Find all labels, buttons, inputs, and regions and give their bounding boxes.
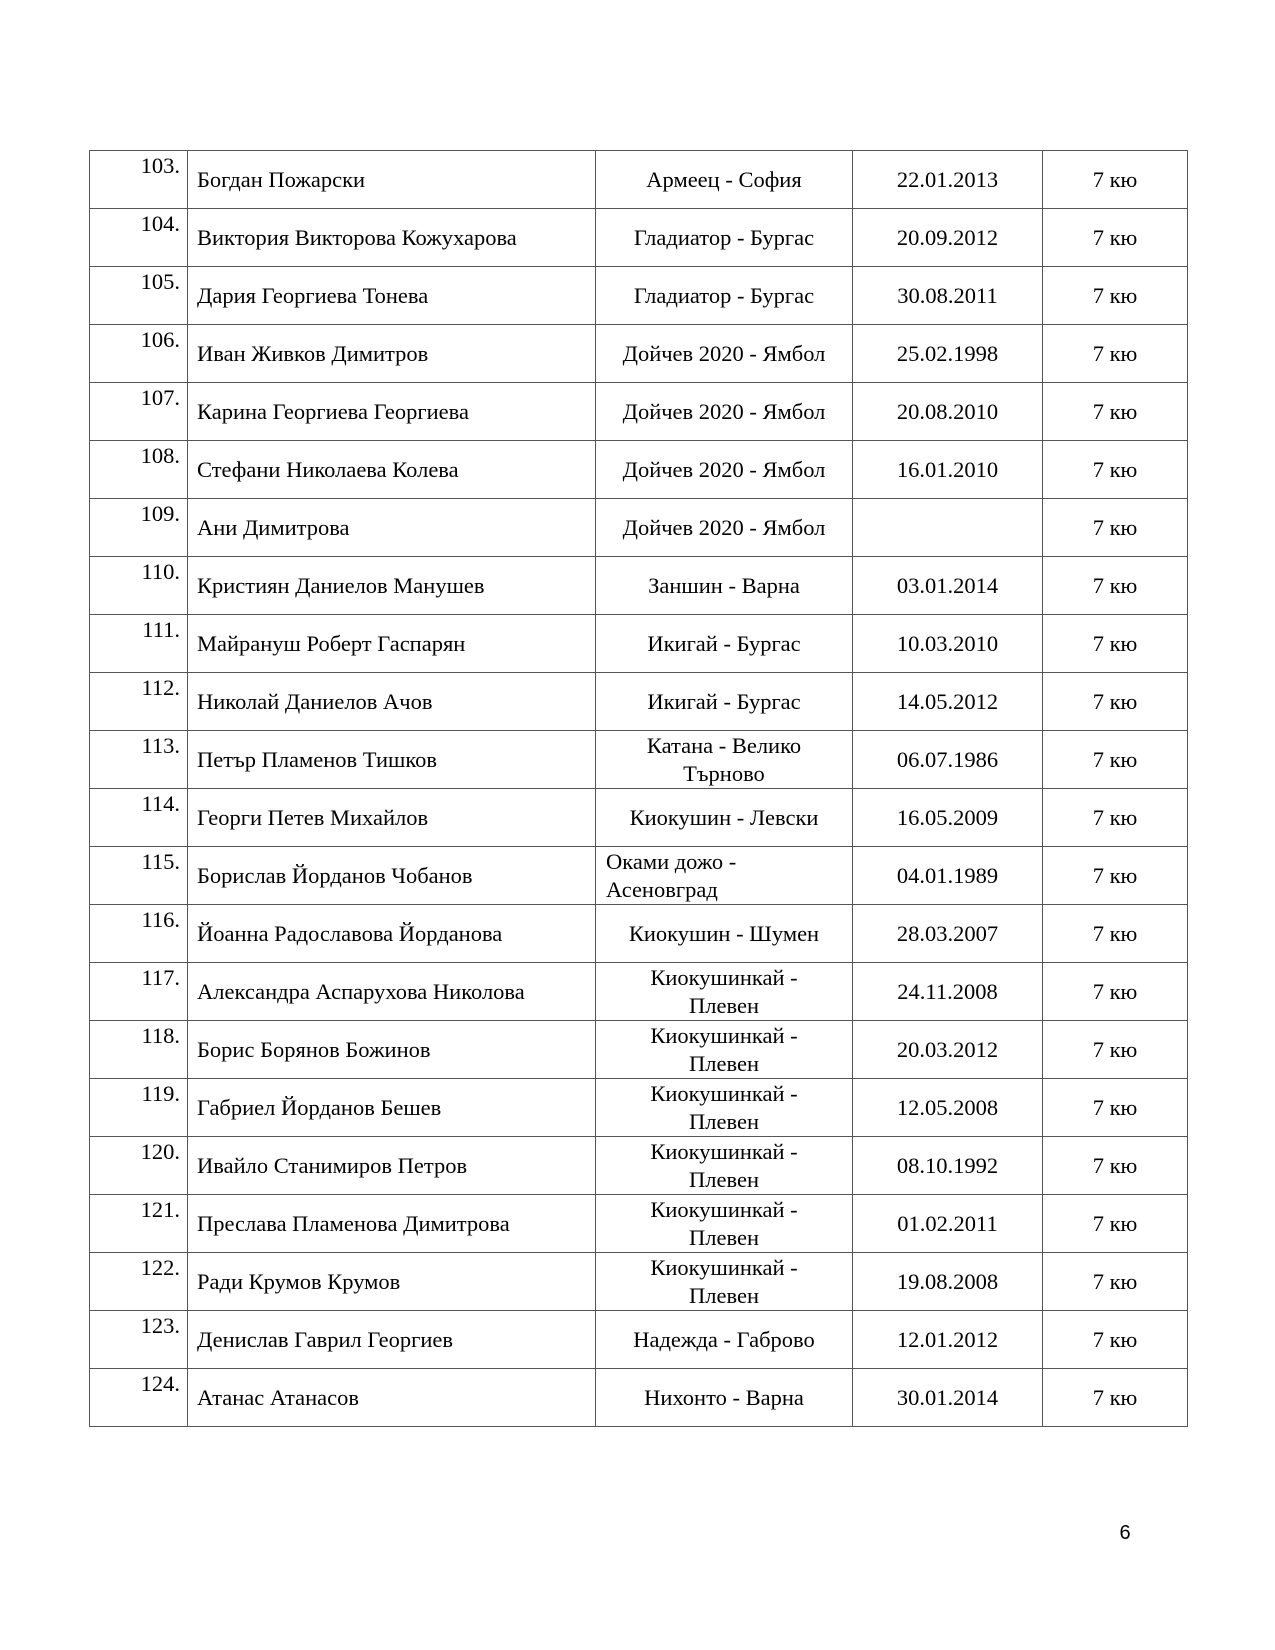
athlete-name-cell: Николай Даниелов Ачов bbox=[188, 673, 596, 731]
athlete-name-cell: Майрануш Роберт Гаспарян bbox=[188, 615, 596, 673]
birth-date-cell: 08.10.1992 bbox=[853, 1137, 1043, 1195]
club-cell bbox=[596, 1369, 853, 1427]
row-number-cell: 110. bbox=[90, 557, 188, 615]
row-number-cell: 108. bbox=[90, 441, 188, 499]
row-number-cell: 103. bbox=[90, 151, 188, 209]
club-line: Армеец - София bbox=[646, 166, 802, 192]
athlete-name-cell: Георги Петев Михайлов bbox=[188, 789, 596, 847]
birth-date-cell: 14.05.2012 bbox=[853, 673, 1043, 731]
rank-cell: 7 кю bbox=[1043, 673, 1188, 731]
row-number-cell: 106. bbox=[90, 325, 188, 383]
athlete-name-cell: Александра Аспарухова Николова bbox=[188, 963, 596, 1021]
row-number-cell: 114. bbox=[90, 789, 188, 847]
club-cell bbox=[596, 1079, 853, 1137]
table-row bbox=[90, 325, 1188, 383]
table-row bbox=[90, 615, 1188, 673]
club-cell bbox=[596, 1253, 853, 1311]
row-number-cell: 105. bbox=[90, 267, 188, 325]
rank-cell: 7 кю bbox=[1043, 1137, 1188, 1195]
club-line: Киокушинкай - bbox=[650, 964, 798, 990]
rank-cell: 7 кю bbox=[1043, 267, 1188, 325]
rank-cell: 7 кю bbox=[1043, 151, 1188, 209]
table-row bbox=[90, 441, 1188, 499]
birth-date-cell: 04.01.1989 bbox=[853, 847, 1043, 905]
table-row bbox=[90, 789, 1188, 847]
rank-cell: 7 кю bbox=[1043, 1021, 1188, 1079]
table-row bbox=[90, 151, 1188, 209]
club-cell bbox=[596, 615, 853, 673]
rank-cell: 7 кю bbox=[1043, 441, 1188, 499]
table-row bbox=[90, 1079, 1188, 1137]
table-row bbox=[90, 847, 1188, 905]
rank-cell: 7 кю bbox=[1043, 499, 1188, 557]
birth-date-cell: 16.01.2010 bbox=[853, 441, 1043, 499]
row-number-cell: 122. bbox=[90, 1253, 188, 1311]
athlete-name-cell: Йоанна Радославова Йорданова bbox=[188, 905, 596, 963]
row-number-cell: 118. bbox=[90, 1021, 188, 1079]
club-cell bbox=[596, 1311, 853, 1369]
table-row bbox=[90, 1021, 1188, 1079]
club-cell bbox=[596, 905, 853, 963]
club-line: Плевен bbox=[689, 1166, 759, 1192]
table-row bbox=[90, 1253, 1188, 1311]
rank-cell: 7 кю bbox=[1043, 963, 1188, 1021]
athlete-name-cell: Богдан Пожарски bbox=[188, 151, 596, 209]
rank-cell: 7 кю bbox=[1043, 1079, 1188, 1137]
birth-date-cell: 10.03.2010 bbox=[853, 615, 1043, 673]
club-cell bbox=[596, 499, 853, 557]
rank-cell: 7 кю bbox=[1043, 1253, 1188, 1311]
club-line: Икигай - Бургас bbox=[647, 630, 801, 656]
page-number: 6 bbox=[1119, 1522, 1131, 1544]
birth-date-cell: 28.03.2007 bbox=[853, 905, 1043, 963]
row-number-cell: 104. bbox=[90, 209, 188, 267]
athlete-name-cell: Карина Георгиева Георгиева bbox=[188, 383, 596, 441]
rank-cell: 7 кю bbox=[1043, 383, 1188, 441]
table-row bbox=[90, 905, 1188, 963]
table-row bbox=[90, 673, 1188, 731]
club-cell bbox=[596, 1021, 853, 1079]
table-row bbox=[90, 267, 1188, 325]
athlete-name-cell: Ивайло Станимиров Петров bbox=[188, 1137, 596, 1195]
rank-cell: 7 кю bbox=[1043, 789, 1188, 847]
club-line: Катана - Велико bbox=[646, 732, 802, 758]
row-number-cell: 120. bbox=[90, 1137, 188, 1195]
birth-date-cell: 20.08.2010 bbox=[853, 383, 1043, 441]
rank-cell: 7 кю bbox=[1043, 615, 1188, 673]
athlete-name-cell: Ради Крумов Крумов bbox=[188, 1253, 596, 1311]
athlete-name-cell: Ани Димитрова bbox=[188, 499, 596, 557]
table-row bbox=[90, 963, 1188, 1021]
club-line: Заншин - Варна bbox=[648, 572, 800, 598]
birth-date-cell bbox=[853, 499, 1043, 557]
club-line: Киокушинкай - bbox=[650, 1138, 798, 1164]
row-number-cell: 123. bbox=[90, 1311, 188, 1369]
club-line: Търново bbox=[683, 760, 765, 786]
table-row bbox=[90, 1137, 1188, 1195]
club-line: Киокушинкай - bbox=[650, 1196, 798, 1222]
table-row bbox=[90, 383, 1188, 441]
club-cell bbox=[596, 963, 853, 1021]
birth-date-cell: 22.01.2013 bbox=[853, 151, 1043, 209]
birth-date-cell: 20.03.2012 bbox=[853, 1021, 1043, 1079]
club-line: Асеновград bbox=[606, 876, 718, 902]
athlete-name-cell: Атанас Атанасов bbox=[188, 1369, 596, 1427]
birth-date-cell: 19.08.2008 bbox=[853, 1253, 1043, 1311]
club-line: Нихонто - Варна bbox=[644, 1384, 804, 1410]
club-cell bbox=[596, 673, 853, 731]
row-number-cell: 107. bbox=[90, 383, 188, 441]
row-number-cell: 111. bbox=[90, 615, 188, 673]
club-line: Надежда - Габрово bbox=[633, 1326, 815, 1352]
club-cell bbox=[596, 383, 853, 441]
roster-table bbox=[89, 150, 1188, 1427]
club-line: Плевен bbox=[689, 1108, 759, 1134]
birth-date-cell: 30.01.2014 bbox=[853, 1369, 1043, 1427]
athlete-name-cell: Борис Борянов Божинов bbox=[188, 1021, 596, 1079]
club-line: Киокушин - Левски bbox=[629, 804, 819, 830]
birth-date-cell: 30.08.2011 bbox=[853, 267, 1043, 325]
athlete-name-cell: Петър Пламенов Тишков bbox=[188, 731, 596, 789]
birth-date-cell: 25.02.1998 bbox=[853, 325, 1043, 383]
athlete-name-cell: Кристиян Даниелов Манушев bbox=[188, 557, 596, 615]
club-line: Дойчев 2020 - Ямбол bbox=[622, 514, 826, 540]
row-number-cell: 121. bbox=[90, 1195, 188, 1253]
club-line: Гладиатор - Бургас bbox=[633, 282, 815, 308]
birth-date-cell: 24.11.2008 bbox=[853, 963, 1043, 1021]
birth-date-cell: 12.01.2012 bbox=[853, 1311, 1043, 1369]
rank-cell: 7 кю bbox=[1043, 1195, 1188, 1253]
roster-table-body bbox=[90, 151, 1188, 1427]
club-line: Киокушинкай - bbox=[650, 1080, 798, 1106]
athlete-name-cell: Денислав Гаврил Георгиев bbox=[188, 1311, 596, 1369]
rank-cell: 7 кю bbox=[1043, 209, 1188, 267]
row-number-cell: 112. bbox=[90, 673, 188, 731]
club-cell bbox=[596, 1137, 853, 1195]
club-line: Киокушинкай - bbox=[650, 1254, 798, 1280]
athlete-name-cell: Борислав Йорданов Чобанов bbox=[188, 847, 596, 905]
club-cell bbox=[596, 441, 853, 499]
row-number-cell: 113. bbox=[90, 731, 188, 789]
rank-cell: 7 кю bbox=[1043, 905, 1188, 963]
birth-date-cell: 16.05.2009 bbox=[853, 789, 1043, 847]
row-number-cell: 115. bbox=[90, 847, 188, 905]
rank-cell: 7 кю bbox=[1043, 731, 1188, 789]
club-line: Плевен bbox=[689, 1224, 759, 1250]
club-cell bbox=[596, 151, 853, 209]
athlete-name-cell: Стефани Николаева Колева bbox=[188, 441, 596, 499]
athlete-name-cell: Иван Живков Димитров bbox=[188, 325, 596, 383]
row-number-cell: 117. bbox=[90, 963, 188, 1021]
club-line: Плевен bbox=[689, 992, 759, 1018]
birth-date-cell: 01.02.2011 bbox=[853, 1195, 1043, 1253]
club-cell bbox=[596, 789, 853, 847]
rank-cell: 7 кю bbox=[1043, 325, 1188, 383]
club-line: Плевен bbox=[689, 1050, 759, 1076]
club-line: Дойчев 2020 - Ямбол bbox=[622, 398, 826, 424]
club-line: Дойчев 2020 - Ямбол bbox=[622, 456, 826, 482]
club-line: Дойчев 2020 - Ямбол bbox=[622, 340, 826, 366]
club-cell bbox=[596, 1195, 853, 1253]
table-row bbox=[90, 557, 1188, 615]
club-cell bbox=[596, 209, 853, 267]
club-line: Гладиатор - Бургас bbox=[633, 224, 815, 250]
birth-date-cell: 20.09.2012 bbox=[853, 209, 1043, 267]
rank-cell: 7 кю bbox=[1043, 1311, 1188, 1369]
athlete-name-cell: Преслава Пламенова Димитрова bbox=[188, 1195, 596, 1253]
birth-date-cell: 03.01.2014 bbox=[853, 557, 1043, 615]
rank-cell: 7 кю bbox=[1043, 557, 1188, 615]
club-line: Икигай - Бургас bbox=[647, 688, 801, 714]
club-line: Плевен bbox=[689, 1282, 759, 1308]
club-cell bbox=[596, 325, 853, 383]
row-number-cell: 116. bbox=[90, 905, 188, 963]
athlete-name-cell: Дария Георгиева Тонева bbox=[188, 267, 596, 325]
rank-cell: 7 кю bbox=[1043, 847, 1188, 905]
birth-date-cell: 06.07.1986 bbox=[853, 731, 1043, 789]
club-line: Киокушин - Шумен bbox=[628, 920, 820, 946]
table-row bbox=[90, 499, 1188, 557]
athlete-name-cell: Габриел Йорданов Бешев bbox=[188, 1079, 596, 1137]
table-row bbox=[90, 209, 1188, 267]
row-number-cell: 124. bbox=[90, 1369, 188, 1427]
birth-date-cell: 12.05.2008 bbox=[853, 1079, 1043, 1137]
row-number-cell: 119. bbox=[90, 1079, 188, 1137]
club-line: Оками дожо - bbox=[606, 848, 737, 874]
table-row bbox=[90, 1311, 1188, 1369]
club-cell bbox=[596, 267, 853, 325]
table-row bbox=[90, 1369, 1188, 1427]
table-row bbox=[90, 731, 1188, 789]
club-cell bbox=[596, 557, 853, 615]
club-line: Киокушинкай - bbox=[650, 1022, 798, 1048]
rank-cell: 7 кю bbox=[1043, 1369, 1188, 1427]
club-cell bbox=[596, 731, 853, 789]
table-row bbox=[90, 1195, 1188, 1253]
athlete-name-cell: Виктория Викторова Кожухарова bbox=[188, 209, 596, 267]
club-cell bbox=[596, 847, 853, 905]
row-number-cell: 109. bbox=[90, 499, 188, 557]
